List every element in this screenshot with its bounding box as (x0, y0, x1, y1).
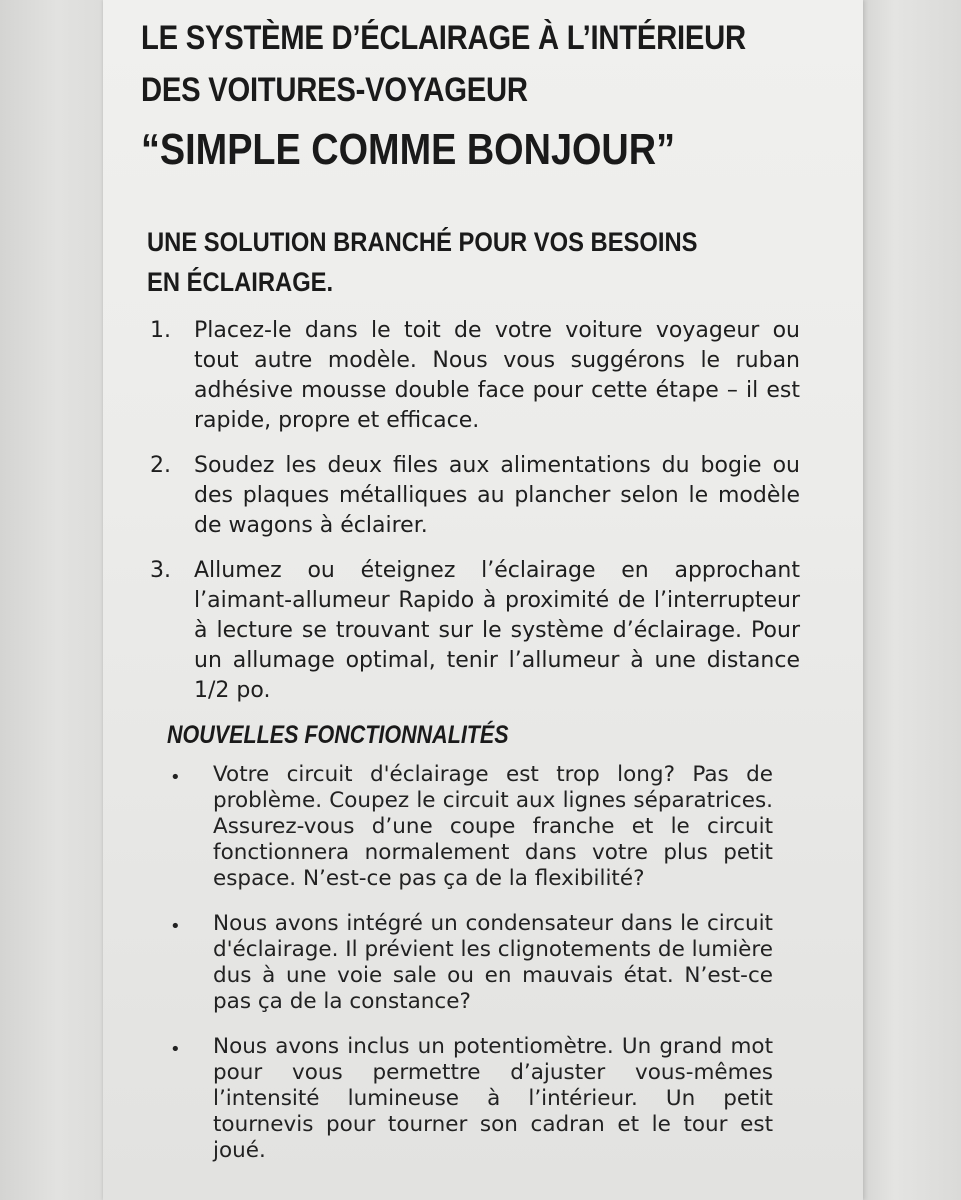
step-number: 3. (150, 558, 171, 583)
feature-text: Nous avons inclus un potentiomètre. Un grand mot pour vous permettre d’ajuster vous-mêmes l’intensité lumineuse à l’intérieur. Un petit tournevis pour tourner son cadran et le tour est joué. (213, 1034, 773, 1163)
feature-item (165, 762, 773, 892)
feature-text: Votre circuit d'éclairage est trop long? Pas de problème. Coupez le circuit aux lignes séparatrices. Assurez-vous d’une coupe franche et le circuit fonctionnera normalement dans votre plus petit espace. N’est-ce pas ça de la flexibilité? (213, 762, 773, 891)
slogan: “SIMPLE COMME BONJOUR” (141, 125, 675, 174)
feature-item (165, 911, 773, 1015)
bullet-icon: • (170, 767, 181, 788)
step-text: Placez-le dans le toit de votre voiture voyageur ou tout autre modèle. Nous vous suggérons le ruban adhésive mousse double face pour cette étape – il est rapide, propre et efficace. (194, 318, 800, 433)
features-list (165, 762, 773, 1183)
title-line: LE SYSTÈME D’ÉCLAIRAGE À L’INTÉRIEUR (141, 19, 746, 57)
step-item (150, 316, 800, 436)
bullet-icon: • (170, 1039, 181, 1060)
feature-text: Nous avons intégré un condensateur dans le circuit d'éclairage. Il prévient les clignotements de lumière dus à une voie sale ou en mauvais état. N’est-ce pas ça de la constance? (213, 911, 773, 1014)
feature-item (165, 1034, 773, 1164)
title-line: DES VOITURES-VOYAGEUR (141, 71, 528, 109)
subtitle-line: UNE SOLUTION BRANCHÉ POUR VOS BESOINS (147, 227, 698, 257)
step-text: Allumez ou éteignez l’éclairage en approchant l’aimant-allumeur Rapido à proximité de l’interrupteur à lecture se trouvant sur le système d’éclairage. Pour un allumage optimal, tenir l’allumeur à une distance 1/2 po. (194, 558, 800, 703)
document-title (141, 12, 746, 116)
bullet-icon: • (170, 916, 181, 937)
step-text: Soudez les deux files aux alimentations du bogie ou des plaques métalliques au plancher selon le modèle de wagons à éclairer. (194, 453, 800, 538)
step-number: 2. (150, 453, 171, 478)
step-number: 1. (150, 318, 171, 343)
step-item (150, 556, 800, 706)
steps-list (150, 316, 800, 721)
section-subtitle (147, 222, 763, 302)
features-heading: NOUVELLES FONCTIONNALITÉS (167, 721, 509, 749)
background-surface (850, 0, 961, 1200)
step-item (150, 451, 800, 541)
subtitle-line: EN ÉCLAIRAGE. (147, 267, 334, 297)
instruction-card (103, 0, 863, 1200)
